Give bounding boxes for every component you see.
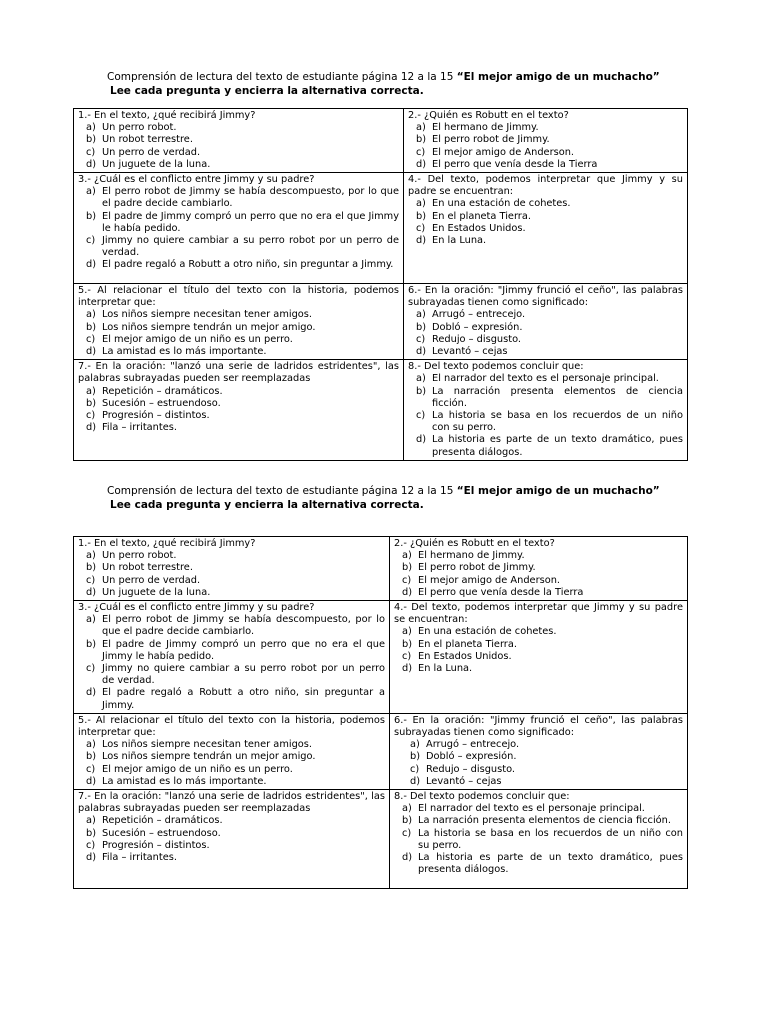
option-letter: d) — [86, 346, 97, 358]
option-item — [78, 587, 385, 599]
question-text: 1.- En el texto, ¿qué recibirá Jimmy? — [78, 538, 256, 549]
option-text: Redujo – disgusto. — [432, 333, 522, 345]
option-text: Arrugó – entrecejo. — [432, 309, 526, 321]
worksheet-header — [107, 484, 664, 498]
option-item — [78, 739, 385, 751]
option-item — [394, 575, 683, 587]
option-letter: c) — [86, 410, 96, 422]
option-item — [78, 663, 385, 687]
option-letter: a) — [86, 739, 96, 751]
option-letter: c) — [86, 235, 96, 247]
option-item — [408, 147, 683, 159]
option-item — [394, 776, 683, 788]
intro-text: Comprensión de lectura del texto de estudiante página 12 a la 15 — [107, 71, 454, 83]
option-letter: b) — [86, 397, 97, 409]
question-7 — [74, 360, 404, 461]
option-letter: d) — [416, 434, 427, 446]
option-item — [78, 562, 385, 574]
question-4 — [390, 601, 688, 714]
option-text: La narración presenta elementos de ciencia ficción. — [432, 385, 683, 409]
option-letter: a) — [416, 309, 426, 321]
options-list — [78, 614, 385, 712]
option-letter: a) — [86, 614, 96, 626]
option-letter: a) — [416, 198, 426, 210]
option-item — [78, 235, 399, 259]
options-list — [78, 550, 385, 599]
option-text: Un robot terrestre. — [102, 562, 193, 574]
question-6 — [404, 284, 688, 360]
option-item — [394, 651, 683, 663]
option-text: Un perro robot. — [102, 550, 177, 562]
option-text: En la Luna. — [418, 663, 473, 675]
option-letter: d) — [410, 775, 421, 787]
option-letter: c) — [402, 574, 412, 586]
option-letter: c) — [86, 146, 96, 158]
option-letter: d) — [402, 586, 413, 598]
option-item — [78, 186, 399, 210]
options-list — [78, 739, 385, 788]
option-item — [394, 626, 683, 638]
question-text: 7.- En la oración: "lanzó una serie de ladridos estridentes", las palabras subrayadas pueden ser reemplazadas — [78, 361, 399, 385]
options-list — [408, 198, 683, 247]
intro-text: Comprensión de lectura del texto de estudiante página 12 a la 15 — [107, 485, 454, 497]
option-text: Un juguete de la luna. — [102, 586, 211, 598]
instruction: Lee cada pregunta y encierra la alternativa correcta. — [110, 499, 424, 511]
option-letter: a) — [86, 186, 96, 198]
option-text: En el planeta Tierra. — [418, 638, 517, 650]
option-item — [408, 159, 683, 171]
options-list — [78, 386, 399, 435]
option-text: El perro robot de Jimmy. — [418, 562, 536, 574]
intro-line — [107, 70, 708, 84]
option-letter: b) — [86, 751, 97, 763]
option-letter: b) — [416, 321, 427, 333]
option-item — [408, 134, 683, 146]
option-text: Los niños siempre necesitan tener amigos. — [102, 309, 313, 321]
options-list — [394, 550, 683, 599]
option-letter: b) — [86, 321, 97, 333]
option-text: Arrugó – entrecejo. — [426, 739, 520, 751]
question-5 — [74, 713, 390, 789]
story-title: “El mejor amigo de un muchacho” — [456, 485, 660, 497]
options-list — [394, 739, 683, 788]
option-text: Levantó – cejas — [426, 775, 502, 787]
option-text: El perro robot de Jimmy se había descompuesto, por lo que el padre decide cambiarlo. — [102, 186, 399, 210]
question-2 — [404, 109, 688, 173]
option-letter: c) — [416, 222, 426, 234]
option-letter: d) — [86, 687, 97, 699]
option-item — [78, 398, 399, 410]
worksheet-2 — [0, 484, 768, 876]
options-list — [78, 309, 399, 358]
question-5 — [74, 284, 404, 360]
option-item — [78, 852, 385, 864]
question-text: 2.- ¿Quién es Robutt en el texto? — [408, 110, 569, 121]
question-text: 5.- Al relacionar el título del texto con la historia, podemos interpretar que: — [78, 714, 385, 739]
options-list — [78, 186, 399, 271]
option-item — [78, 422, 399, 434]
options-list — [394, 803, 683, 876]
question-2 — [390, 537, 688, 601]
option-text: El mejor amigo de un niño es un perro. — [102, 763, 293, 775]
option-text: El perro robot de Jimmy. — [432, 134, 550, 146]
question-text: 6.- En la oración: "Jimmy frunció el ceño", las palabras subrayadas tienen como significado: — [408, 285, 683, 309]
option-item — [394, 828, 683, 852]
option-letter: d) — [86, 852, 97, 864]
option-text: La narración presenta elementos de ciencia ficción. — [418, 815, 671, 827]
option-text: El narrador del texto es el personaje principal. — [418, 803, 645, 815]
option-item — [408, 346, 683, 358]
option-letter: a) — [402, 626, 412, 638]
option-text: La historia es parte de un texto dramático, pues presenta diálogos. — [418, 852, 683, 876]
option-item — [78, 751, 385, 763]
question-3 — [74, 173, 404, 284]
option-text: El hermano de Jimmy. — [418, 550, 525, 562]
option-item — [394, 639, 683, 651]
question-text: 8.- Del texto podemos concluir que: — [408, 361, 584, 373]
option-text: La amistad es lo más importante. — [102, 346, 267, 358]
option-text: El mejor amigo de Anderson. — [418, 574, 561, 586]
option-item — [78, 147, 399, 159]
option-text: El padre de Jimmy compró un perro que no era el que Jimmy le había pedido. — [102, 210, 399, 234]
option-item — [408, 386, 683, 410]
option-item — [78, 828, 385, 840]
option-letter: c) — [402, 650, 412, 662]
options-list — [408, 309, 683, 358]
option-text: Sucesión – estruendoso. — [102, 827, 221, 839]
option-text: El hermano de Jimmy. — [432, 122, 539, 134]
option-letter: d) — [402, 663, 413, 675]
question-text: 4.- Del texto, podemos interpretar que Jimmy y su padre se encuentran: — [408, 174, 683, 198]
question-8 — [390, 790, 688, 889]
question-7 — [74, 790, 390, 889]
option-letter: b) — [416, 385, 427, 397]
option-letter: a) — [86, 815, 96, 827]
option-item — [78, 346, 399, 358]
questions-table — [73, 536, 688, 889]
option-text: Dobló – expresión. — [426, 751, 517, 763]
option-text: El padre regaló a Robutt a otro niño, sin preguntar a Jimmy. — [102, 687, 385, 711]
option-item — [394, 562, 683, 574]
question-text: 4.- Del texto, podemos interpretar que Jimmy y su padre se encuentran: — [394, 602, 683, 626]
option-item — [394, 663, 683, 675]
option-text: El perro que venía desde la Tierra — [418, 586, 584, 598]
option-item — [408, 223, 683, 235]
option-text: Un juguete de la luna. — [102, 158, 211, 170]
option-text: En Estados Unidos. — [432, 222, 526, 234]
option-letter: c) — [86, 574, 96, 586]
option-letter: d) — [86, 775, 97, 787]
option-letter: c) — [410, 763, 420, 775]
option-item — [78, 386, 399, 398]
option-text: El padre regaló a Robutt a otro niño, sin preguntar a Jimmy. — [102, 259, 394, 271]
option-letter: a) — [86, 385, 96, 397]
option-text: La historia se basa en los recuerdos de un niño con su perro. — [432, 410, 683, 434]
option-item — [394, 815, 683, 827]
option-item — [78, 322, 399, 334]
option-item — [78, 687, 385, 711]
story-title: “El mejor amigo de un muchacho” — [456, 71, 660, 83]
option-item — [78, 410, 399, 422]
option-text: Levantó – cejas — [432, 346, 508, 358]
option-item — [78, 575, 385, 587]
question-text: 2.- ¿Quién es Robutt en el texto? — [394, 538, 555, 549]
option-item — [394, 751, 683, 763]
option-letter: d) — [86, 586, 97, 598]
option-item — [394, 550, 683, 562]
option-item — [78, 122, 399, 134]
option-item — [78, 764, 385, 776]
options-list — [394, 626, 683, 675]
option-item — [78, 159, 399, 171]
option-letter: b) — [410, 751, 421, 763]
option-text: Un perro de verdad. — [102, 574, 201, 586]
option-item — [78, 334, 399, 346]
option-item — [78, 776, 385, 788]
option-letter: b) — [86, 827, 97, 839]
option-item — [394, 587, 683, 599]
option-item — [78, 639, 385, 663]
option-text: En el planeta Tierra. — [432, 210, 531, 222]
option-text: Fila – irritantes. — [102, 852, 177, 864]
option-text: El mejor amigo de Anderson. — [432, 146, 575, 158]
option-text: El perro que venía desde la Tierra — [432, 158, 598, 170]
option-item — [78, 550, 385, 562]
option-item — [78, 840, 385, 852]
option-letter: b) — [402, 562, 413, 574]
option-text: El padre de Jimmy compró un perro que no era el que Jimmy le había pedido. — [102, 638, 385, 662]
option-item — [408, 198, 683, 210]
worksheet-1 — [0, 70, 768, 458]
question-text: 1.- En el texto, ¿qué recibirá Jimmy? — [78, 110, 256, 121]
option-text: Los niños siempre tendrán un mejor amigo. — [102, 321, 316, 333]
option-letter: b) — [416, 210, 427, 222]
option-item — [78, 614, 385, 638]
option-text: Repetición – dramáticos. — [102, 815, 223, 827]
option-item — [78, 309, 399, 321]
option-text: En una estación de cohetes. — [432, 198, 571, 210]
question-text: 5.- Al relacionar el título del texto con la historia, podemos interpretar que: — [78, 285, 399, 309]
options-list — [78, 122, 399, 171]
option-letter: a) — [416, 122, 426, 134]
option-text: Fila – irritantes. — [102, 422, 177, 434]
option-letter: c) — [402, 827, 412, 839]
option-letter: a) — [402, 803, 412, 815]
option-text: La historia es parte de un texto dramático, pues presenta diálogos. — [432, 434, 683, 458]
option-letter: c) — [416, 333, 426, 345]
option-text: En una estación de cohetes. — [418, 626, 557, 638]
option-text: Jimmy no quiere cambiar a su perro robot por un perro de verdad. — [102, 663, 385, 687]
option-letter: d) — [416, 158, 427, 170]
option-text: Progresión – distintos. — [102, 410, 210, 422]
intro-line — [107, 484, 664, 498]
option-letter: c) — [86, 663, 96, 675]
option-letter: a) — [86, 122, 96, 134]
option-item — [408, 434, 683, 458]
option-item — [408, 322, 683, 334]
option-text: Dobló – expresión. — [432, 321, 523, 333]
question-text: 3.- ¿Cuál es el conflicto entre Jimmy y su padre? — [78, 174, 315, 186]
option-letter: c) — [86, 763, 96, 775]
instruction: Lee cada pregunta y encierra la alternativa correcta. — [110, 85, 424, 97]
question-text: 6.- En la oración: "Jimmy frunció el ceño", las palabras subrayadas tienen como significado: — [394, 714, 683, 739]
option-letter: c) — [416, 146, 426, 158]
option-text: Un robot terrestre. — [102, 134, 193, 146]
option-item — [408, 410, 683, 434]
option-item — [394, 803, 683, 815]
question-6 — [390, 713, 688, 789]
option-letter: b) — [86, 562, 97, 574]
option-item — [394, 739, 683, 751]
question-1 — [74, 109, 404, 173]
option-letter: d) — [416, 235, 427, 247]
option-item — [78, 134, 399, 146]
option-item — [408, 334, 683, 346]
option-text: Los niños siempre necesitan tener amigos. — [102, 739, 313, 751]
option-text: El perro robot de Jimmy se había descompuesto, por lo que el padre decide cambiarlo. — [102, 614, 385, 638]
option-letter: b) — [86, 210, 97, 222]
option-letter: a) — [410, 739, 420, 751]
worksheet-header — [107, 70, 708, 84]
option-text: Los niños siempre tendrán un mejor amigo. — [102, 751, 316, 763]
option-letter: c) — [416, 410, 426, 422]
option-letter: b) — [402, 815, 413, 827]
option-text: Redujo – disgusto. — [426, 763, 516, 775]
option-text: Un perro de verdad. — [102, 146, 201, 158]
option-text: El narrador del texto es el personaje principal. — [432, 373, 659, 385]
option-letter: b) — [86, 134, 97, 146]
option-letter: c) — [86, 839, 96, 851]
options-list — [408, 373, 683, 458]
option-text: El mejor amigo de un niño es un perro. — [102, 333, 293, 345]
question-text: 8.- Del texto podemos concluir que: — [394, 791, 570, 803]
question-4 — [404, 173, 688, 284]
option-text: Sucesión – estruendoso. — [102, 397, 221, 409]
option-letter: b) — [86, 638, 97, 650]
option-letter: a) — [402, 550, 412, 562]
option-letter: d) — [86, 422, 97, 434]
option-text: Jimmy no quiere cambiar a su perro robot por un perro de verdad. — [102, 235, 399, 259]
option-text: Un perro robot. — [102, 122, 177, 134]
option-text: En Estados Unidos. — [418, 650, 512, 662]
option-item — [408, 122, 683, 134]
option-text: En la Luna. — [432, 235, 487, 247]
option-letter: d) — [86, 259, 97, 271]
option-letter: d) — [86, 158, 97, 170]
option-item — [408, 309, 683, 321]
options-list — [78, 815, 385, 864]
option-letter: a) — [86, 309, 96, 321]
option-item — [78, 211, 399, 235]
option-item — [408, 373, 683, 385]
options-list — [408, 122, 683, 171]
option-text: Repetición – dramáticos. — [102, 385, 223, 397]
option-item — [78, 259, 399, 271]
option-text: Progresión – distintos. — [102, 839, 210, 851]
question-text: 7.- En la oración: "lanzó una serie de ladridos estridentes", las palabras subrayadas pueden ser reemplazadas — [78, 791, 385, 815]
option-letter: a) — [416, 373, 426, 385]
option-letter: b) — [416, 134, 427, 146]
question-text: 3.- ¿Cuál es el conflicto entre Jimmy y su padre? — [78, 602, 315, 614]
option-letter: b) — [402, 638, 413, 650]
option-letter: d) — [402, 852, 413, 864]
option-item — [408, 211, 683, 223]
option-letter: a) — [86, 550, 96, 562]
questions-table — [73, 108, 688, 461]
option-item — [394, 852, 683, 876]
question-1 — [74, 537, 390, 601]
option-text: La amistad es lo más importante. — [102, 775, 267, 787]
option-item — [408, 235, 683, 247]
option-item — [394, 764, 683, 776]
option-item — [78, 815, 385, 827]
question-8 — [404, 360, 688, 461]
option-text: La historia se basa en los recuerdos de un niño con su perro. — [418, 827, 683, 851]
option-letter: c) — [86, 333, 96, 345]
question-3 — [74, 601, 390, 714]
option-letter: d) — [416, 346, 427, 358]
